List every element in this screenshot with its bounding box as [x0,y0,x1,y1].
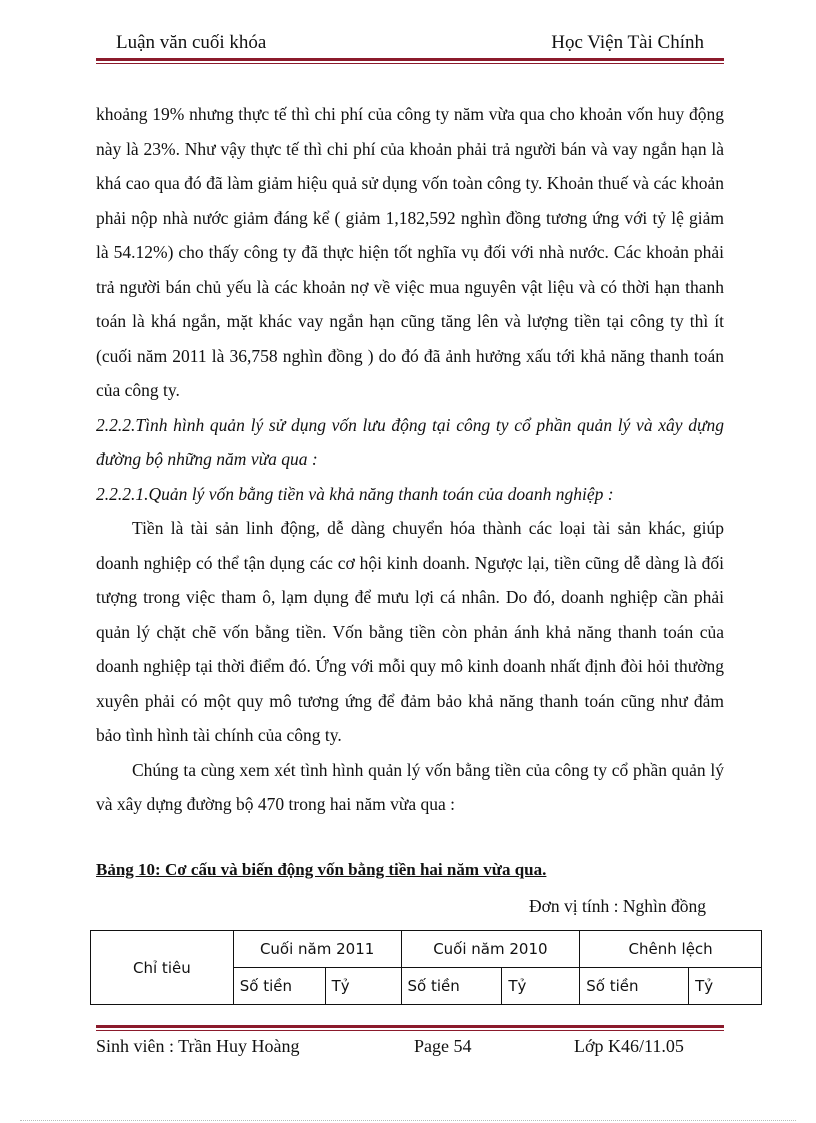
subheader-ratio-2011: Tỷ [325,968,401,1005]
header-thesis-title: Luận văn cuối khóa [116,32,267,53]
subheader-amount-2011: Số tiền [233,968,325,1005]
header-end-2010: Cuối năm 2010 [401,931,580,968]
footer-page-number: Page 54 [414,1036,472,1056]
subheader-amount-2010: Số tiền [401,968,502,1005]
header-institution: Học Viện Tài Chính [551,32,704,53]
subsection-heading-cash: 2.2.2.1.Quản lý vốn bằng tiền và khả năng thanh toán của doanh nghiệp : [96,483,614,504]
footer-rule-thin [96,1030,724,1031]
footer-class: Lớp K46/11.05 [574,1036,684,1056]
table-title: Bảng 10: Cơ cấu và biến động vốn bằng tiền hai năm vừa qua. [96,860,547,879]
header-rule-thin [96,63,724,64]
subheader-amount-diff: Số tiền [580,968,689,1005]
paragraph-cash-management: Tiền là tài sản linh động, dễ dàng chuyển hóa thành các loại tài sản khác, giúp doanh nghiệp có thể tận dụng các cơ hội kinh doanh. Ngược lại, tiền cũng dễ dàng là đối tượng trong việc tham ô, lạm dụng để mưu lợi cá nhân. Do đó, doanh nghiệp cần phải quản lý chặt chẽ vốn bằng tiền. Vốn bằng tiền còn phản ánh khả năng thanh toán của doanh nghiệp tại thời điểm đó. Ứng với mỗi quy mô kinh doanh nhất định đòi hỏi thường xuyên phải có một quy mô tương ứng để đảm bảo khả năng thanh toán cũng như đảm bảo tình hình tài chính của công ty. [96,518,724,745]
table-unit: Đơn vị tính : Nghìn đồng [529,896,706,916]
footer-student: Sinh viên : Trần Huy Hoàng [96,1036,300,1056]
header-rule-thick [96,58,724,61]
footer-rule-thick [96,1025,724,1028]
section-heading-working-capital: 2.2.2.Tình hình quản lý sử dụng vốn lưu động tại công ty cổ phần quản lý và xây dựng đường bộ những năm vừa qua : [96,414,724,469]
cash-structure-table [90,930,762,1005]
subheader-ratio-2010: Tỷ [502,968,580,1005]
paragraph-cash-review: Chúng ta cùng xem xét tình hình quản lý vốn bằng tiền của công ty cổ phần quản lý và xây dựng đường bộ 470 trong hai năm vừa qua : [96,759,724,814]
header-indicator: Chỉ tiêu [91,931,234,1005]
header-difference: Chênh lệch [580,931,762,968]
subheader-ratio-diff: Tỷ [689,968,762,1005]
page-body [96,97,724,822]
paragraph-liabilities: khoảng 19% nhưng thực tế thì chi phí của công ty năm vừa qua cho khoản vốn huy động này là 23%. Như vậy thực tế thì chi phí của khoản phải trả người bán và vay ngắn hạn là khá cao qua đó đã làm giảm hiệu quả sử dụng vốn toàn công ty. Khoản thuế và các khoản phải nộp nhà nước giảm đáng kể ( giảm 1,182,592 nghìn đồng tương ứng với tỷ lệ giảm là 54.12%) cho thấy công ty đã thực hiện tốt nghĩa vụ đối với nhà nước. Các khoản phải trả người bán chủ yếu là các khoản nợ về việc mua nguyên vật liệu và có thời hạn thanh toán là khá ngắn, mặt khác vay ngắn hạn cũng tăng lên và lượng tiền tại công ty thì ít (cuối năm 2011 là 36,758 nghìn đồng ) do đó đã ảnh hưởng xấu tới khả năng thanh toán của công ty. [96,104,724,400]
table-header-row [91,931,762,968]
page-bottom-dotted-line [20,1120,796,1121]
header-end-2011: Cuối năm 2011 [233,931,401,968]
